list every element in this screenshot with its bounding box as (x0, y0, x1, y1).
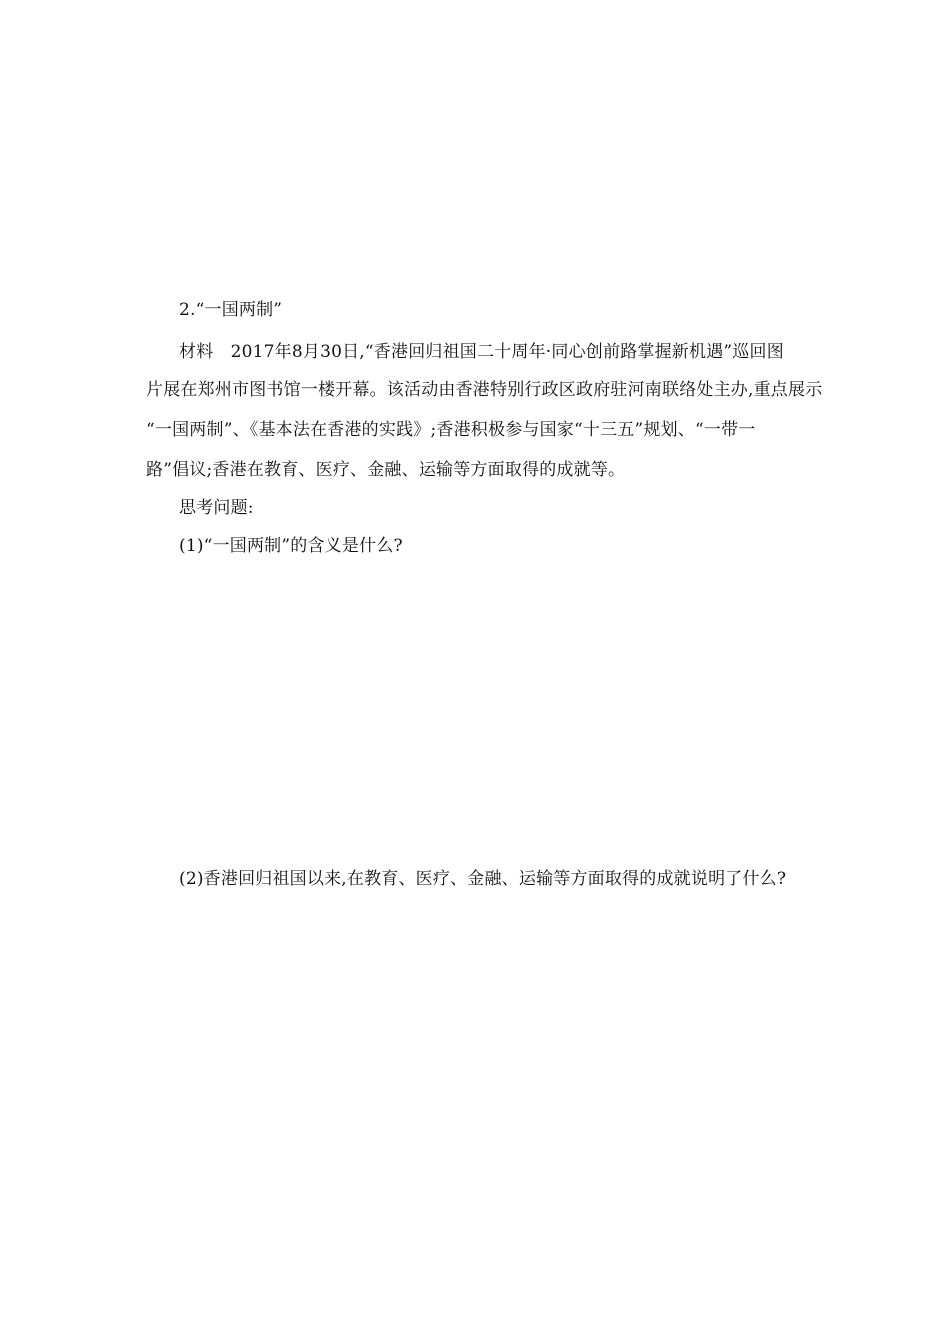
questions-prompt: 思考问题: (179, 498, 254, 518)
material-line-1: 材料 2017年8月30日,“香港回归祖国二十周年·同心创前路掌握新机遇”巡回图 (179, 342, 784, 362)
material-line-2: 片展在郑州市图书馆一楼开幕。该活动由香港特别行政区政府驻河南联络处主办,重点展示 (146, 380, 823, 400)
question-1: (1)“一国两制”的含义是什么? (179, 536, 403, 556)
material-line-4: 路”倡议;香港在教育、医疗、金融、运输等方面取得的成就等。 (146, 460, 626, 480)
material-line-3: “一国两制”、《基本法在香港的实践》;香港积极参与国家“十三五”规划、“一带一 (146, 420, 756, 440)
question-2: (2)香港回归祖国以来,在教育、医疗、金融、运输等方面取得的成就说明了什么? (179, 869, 787, 889)
section-heading: 2.“一国两制” (179, 300, 283, 320)
